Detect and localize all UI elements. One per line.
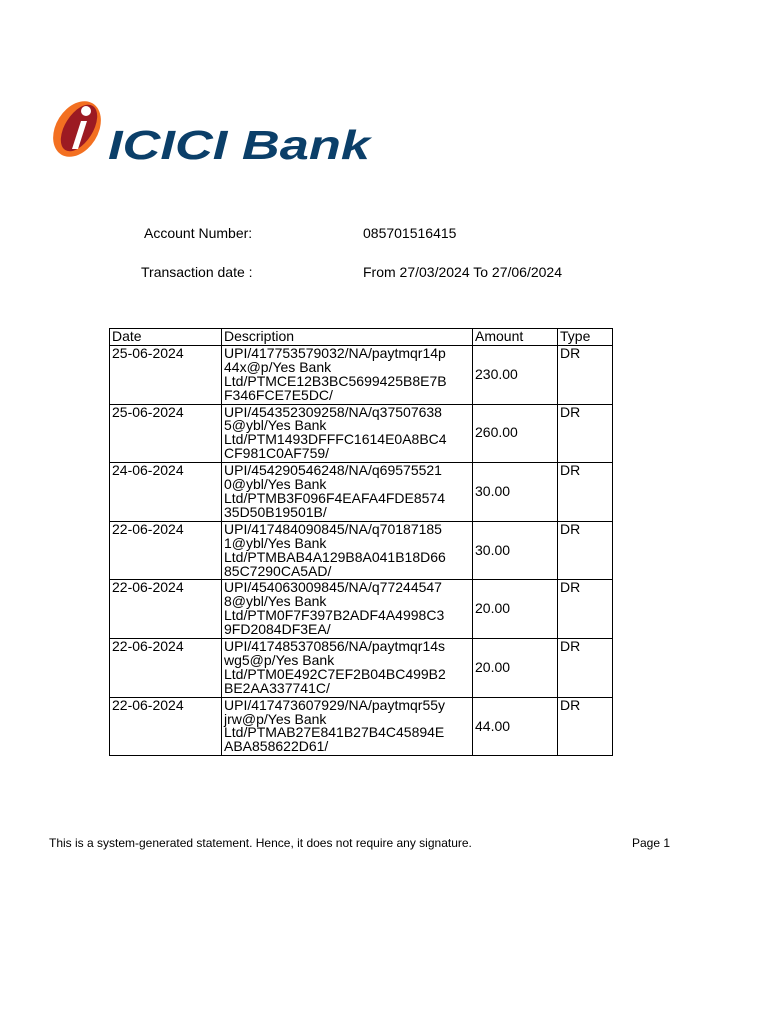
cell-type: DR xyxy=(558,463,613,522)
description-line: 85C7290CA5AD/ xyxy=(224,562,332,579)
description-line: Ltd/PTMB3F096F4EAFA4FDE8574 xyxy=(224,489,445,506)
description-line: 0@ybl/Yes Bank xyxy=(224,476,327,493)
table-row xyxy=(110,345,613,404)
cell-amount: 230.00 xyxy=(473,345,558,404)
cell-date: 24-06-2024 xyxy=(110,463,222,522)
description-line: 44x@p/Yes Bank xyxy=(224,358,332,375)
cell-type: DR xyxy=(558,521,613,580)
cell-amount: 30.00 xyxy=(473,521,558,580)
cell-description xyxy=(222,345,473,404)
cell-description xyxy=(222,404,473,463)
description-line: 1@ybl/Yes Bank xyxy=(224,534,327,551)
cell-amount: 20.00 xyxy=(473,639,558,698)
cell-description xyxy=(222,697,473,756)
logo-text: ICICI Bank xyxy=(108,122,373,164)
table-row xyxy=(110,639,613,698)
cell-date: 22-06-2024 xyxy=(110,521,222,580)
description-line: Ltd/PTM1493DFFFC1614E0A8BC4 xyxy=(224,431,447,448)
transactions-table xyxy=(109,328,613,756)
column-header-amount: Amount xyxy=(473,329,558,346)
cell-type: DR xyxy=(558,639,613,698)
cell-amount: 44.00 xyxy=(473,697,558,756)
column-header-date: Date xyxy=(110,329,222,346)
column-header-type: Type xyxy=(558,329,613,346)
cell-type: DR xyxy=(558,697,613,756)
table-header-row xyxy=(110,329,613,346)
page-number: Page 1 xyxy=(632,836,671,850)
column-header-description: Description xyxy=(222,329,473,346)
cell-amount: 30.00 xyxy=(473,463,558,522)
description-line: wg5@p/Yes Bank xyxy=(224,651,335,668)
description-line: Ltd/PTMAB27E841B27B4C45894E xyxy=(224,724,445,741)
cell-description xyxy=(222,521,473,580)
transaction-date-label: Transaction date : xyxy=(141,264,253,280)
table-row xyxy=(110,697,613,756)
description-line: CF981C0AF759/ xyxy=(224,445,330,462)
description-line: UPI/417473607929/NA/paytmqr55y xyxy=(224,696,446,713)
table-row xyxy=(110,521,613,580)
cell-date: 22-06-2024 xyxy=(110,639,222,698)
description-line: F346FCE7E5DC/ xyxy=(224,386,333,403)
cell-type: DR xyxy=(558,404,613,463)
cell-description xyxy=(222,463,473,522)
cell-date: 25-06-2024 xyxy=(110,404,222,463)
cell-date: 22-06-2024 xyxy=(110,697,222,756)
description-line: 5@ybl/Yes Bank xyxy=(224,417,327,434)
cell-type: DR xyxy=(558,580,613,639)
cell-description xyxy=(222,580,473,639)
description-line: jrw@p/Yes Bank xyxy=(224,710,327,727)
cell-date: 25-06-2024 xyxy=(110,345,222,404)
cell-description xyxy=(222,639,473,698)
account-number-label: Account Number: xyxy=(144,225,253,241)
description-line: UPI/454063009845/NA/q77244547 xyxy=(224,579,442,596)
cell-amount: 20.00 xyxy=(473,580,558,639)
description-line: BE2AA337741C/ xyxy=(224,679,330,696)
table-row xyxy=(110,463,613,522)
cell-amount: 260.00 xyxy=(473,404,558,463)
description-line: UPI/454290546248/NA/q69575521 xyxy=(224,462,442,479)
icici-logo-emblem-icon xyxy=(50,98,111,164)
transaction-date-value: From 27/03/2024 To 27/06/2024 xyxy=(363,264,563,280)
description-line: Ltd/PTMBAB4A129B8A041B18D66 xyxy=(224,548,446,565)
icici-bank-logo xyxy=(50,98,380,164)
cell-type: DR xyxy=(558,345,613,404)
description-line: UPI/417753579032/NA/paytmqr14p xyxy=(224,344,446,361)
description-line: UPI/417484090845/NA/q70187185 xyxy=(224,520,442,537)
table-row xyxy=(110,404,613,463)
description-line: Ltd/PTMCE12B3BC5699425B8E7B xyxy=(224,372,447,389)
cell-date: 22-06-2024 xyxy=(110,580,222,639)
description-line: Ltd/PTM0E492C7EF2B04BC499B2 xyxy=(224,665,446,682)
description-line: ABA858622D61/ xyxy=(224,738,329,755)
description-line: 35D50B19501B/ xyxy=(224,503,327,520)
table-row xyxy=(110,580,613,639)
description-line: UPI/454352309258/NA/q37507638 xyxy=(224,403,442,420)
description-line: 9FD2084DF3EA/ xyxy=(224,621,331,638)
description-line: Ltd/PTM0F7F397B2ADF4A4998C3 xyxy=(224,607,445,624)
description-line: UPI/417485370856/NA/paytmqr14s xyxy=(224,638,446,655)
description-line: 8@ybl/Yes Bank xyxy=(224,593,327,610)
account-number-value: 085701516415 xyxy=(363,225,457,241)
system-generated-note: This is a system-generated statement. Hence, it does not require any signature. xyxy=(49,836,472,850)
